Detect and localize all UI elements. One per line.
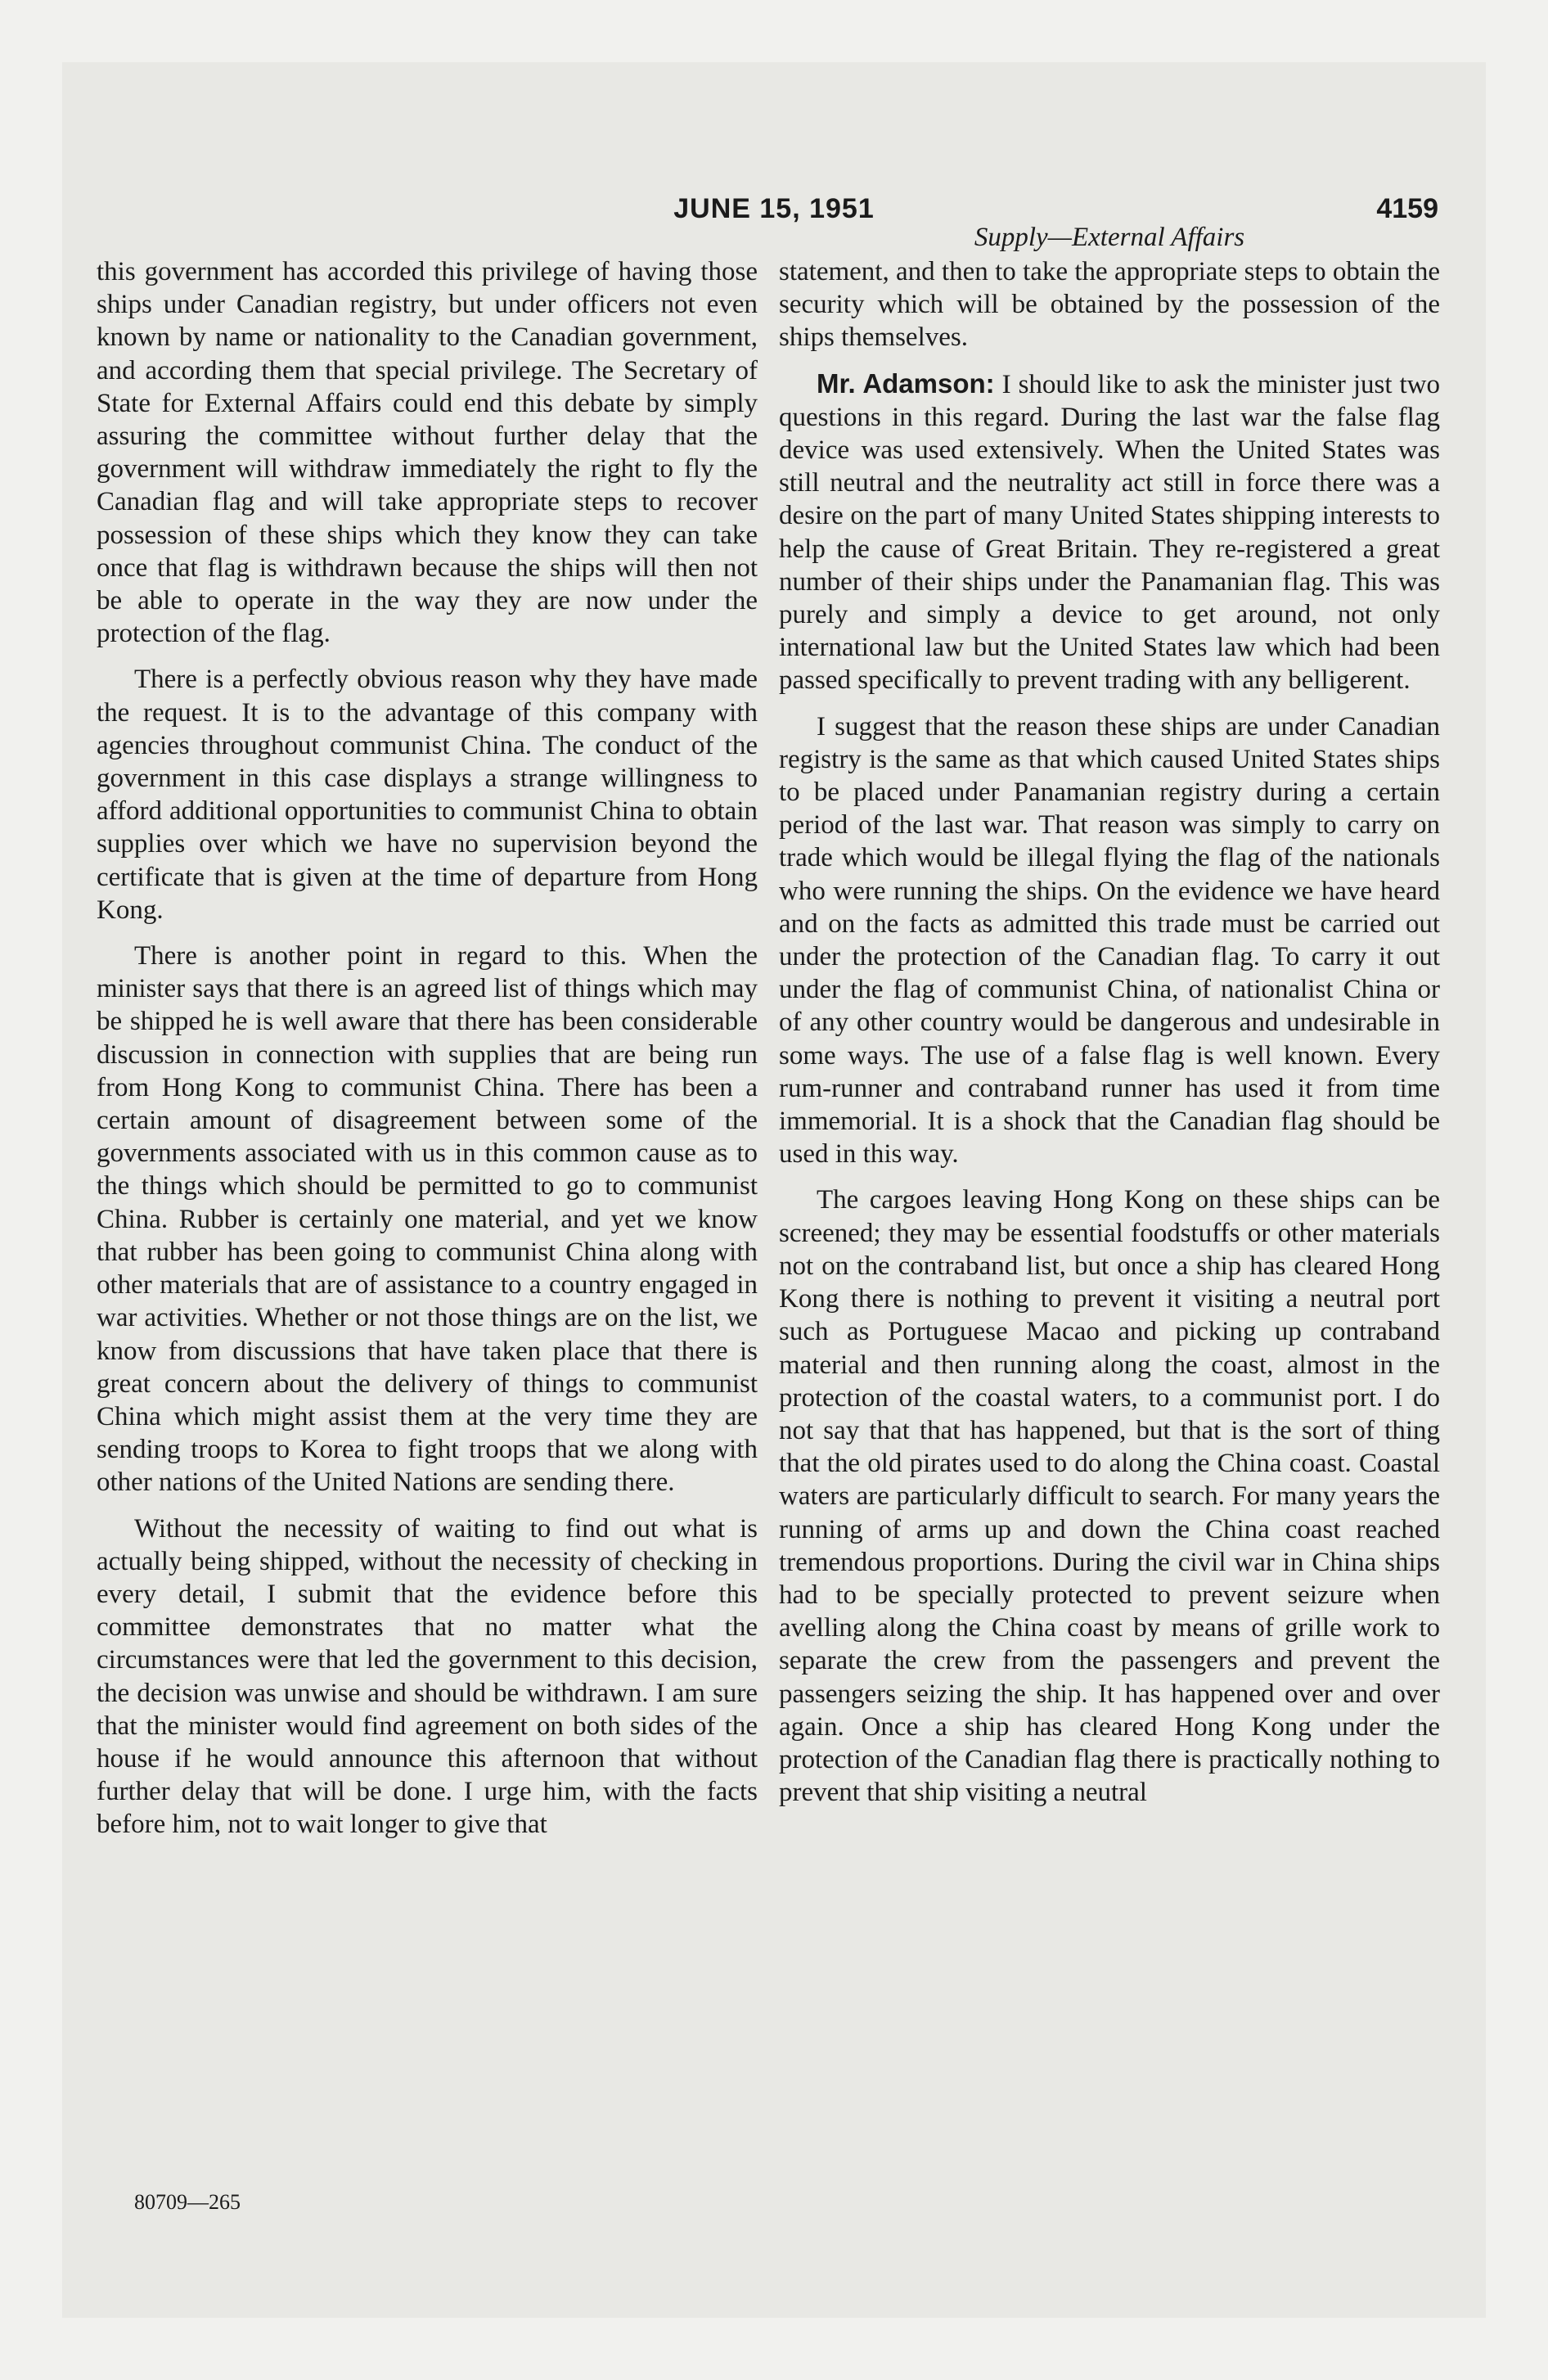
right-column xyxy=(779,255,1440,1809)
left-column xyxy=(97,255,758,1841)
right-paragraph-4: The cargoes leaving Hong Kong on these ships can be screened; they may be essential foodstuffs or other materials not on the contraband list, but once a ship has cleared Hong Kong there is nothing to prevent it visiting a neutral port such as Portuguese Macao and picking up contraband material and then running along the coast, almost in the protection of the coastal waters, to a communist port. I do not say that that has happened, but that is the sort of thing that the old pirates used to do along the China coast. Coastal waters are particularly difficult to search. For many years the running of arms up and down the China coast reached tremendous proportions. During the civil war in China ships had to be specially protected to prevent seizure when avelling along the China coast by means of grille work to separate the crew from the passengers and prevent the passengers seizing the ship. It has happened over and over again. Once a ship has cleared Hong Kong under the protection of the Canadian flag there is practically nothing to prevent that ship visiting a neutral xyxy=(779,1185,1440,1808)
page-date: JUNE 15, 1951 xyxy=(673,193,875,224)
section-subheading: Supply—External Affairs xyxy=(974,223,1245,252)
left-paragraph-3: There is another point in regard to this. When the minister says that there is an agreed list of things which may be shipped he is well aware that there has been considerable discussion in connection with supplies that are being run from Hong Kong to communist China. There has been a certain amount of disagreement between some of the governments associated with us in this common cause as to the things which should be permitted to go to communist China. Rubber is certainly one material, and yet we know that rubber has been going to communist China along with other materials that are of assistance to a country engaged in war activities. Whether or not those things are on the list, we know from discussions that have taken place that there is great concern about the delivery of things to communist China which might assist them at the very time they are sending troops to Korea to fight troops that we along with other nations of the United Nations are sending there. xyxy=(97,941,758,1498)
left-paragraph-4: Without the necessity of waiting to find out what is actually being shipped, without the necessity of checking in every detail, I submit that the evidence before this committee demonstrates that no matter what the circumstances were that led the government to this decision, the decision was unwise and should be withdrawn. I am sure that the minister would find agreement on both sides of the house if he would announce this afternoon that without further delay that will be done. I urge him, with the facts before him, not to wait longer to give that xyxy=(97,1513,758,1840)
speaker-text: I should like to ask the minister just two questions in this regard. During the last war the false flag device was used extensively. When the United States was still neutral and the neutrality act still in force there was a desire on the part of many United States shipping interests to help the cause of Great Britain. They re-registered a great number of their ships under the Panamanian flag. This was purely and simply a device to get around, not only international law but the United States law which had been passed specifically to prevent trading with any belligerent. xyxy=(779,369,1441,696)
left-paragraph-1: this government has accorded this privilege of having those ships under Canadian registry, but under officers not even known by name or nationality to the Canadian government, and according them that special privilege. The Secretary of State for External Affairs could end this debate by simply assuring the committee without further delay that the government will withdraw immediately the right to fly the Canadian flag and will take appropriate steps to recover possession of these ships which they know they can take once that flag is withdrawn because the ships will then not be able to operate in the way they are now under the protection of the flag. xyxy=(97,257,758,649)
right-paragraph-3: I suggest that the reason these ships are under Canadian registry is the same as that which caused United States ships to be placed under Panamanian registry during a certain period of the last war. That reason was simply to carry on trade which would be illegal flying the flag of the nationals who were running the ships. On the evidence we have heard and on the facts as admitted this trade must be carried out under the protection of the Canadian flag. To carry it out under the flag of communist China, of nationalist China or of any other country would be dangerous and undesirable in some ways. The use of a false flag is well known. Every rum-runner and contraband runner has used it from time immemorial. It is a shock that the Canadian flag should be used in this way. xyxy=(779,711,1440,1170)
right-paragraph-1: statement, and then to take the appropriate steps to obtain the security which will be obtained by the possession of the ships themselves. xyxy=(779,257,1440,353)
document-page xyxy=(62,62,1486,2318)
right-paragraph-2 xyxy=(779,367,1440,697)
speaker-name: Mr. Adamson: xyxy=(817,367,995,399)
page-number: 4159 xyxy=(1376,193,1438,224)
left-paragraph-2: There is a perfectly obvious reason why they have made the request. It is to the advantage of this company with agencies throughout communist China. The conduct of the government in this case displays a strange willingness to afford additional opportunities to communist China to obtain supplies over which we have no supervision beyond the certificate that is given at the time of departure from Hong Kong. xyxy=(97,665,758,925)
footer-code: 80709—265 xyxy=(134,2190,241,2214)
